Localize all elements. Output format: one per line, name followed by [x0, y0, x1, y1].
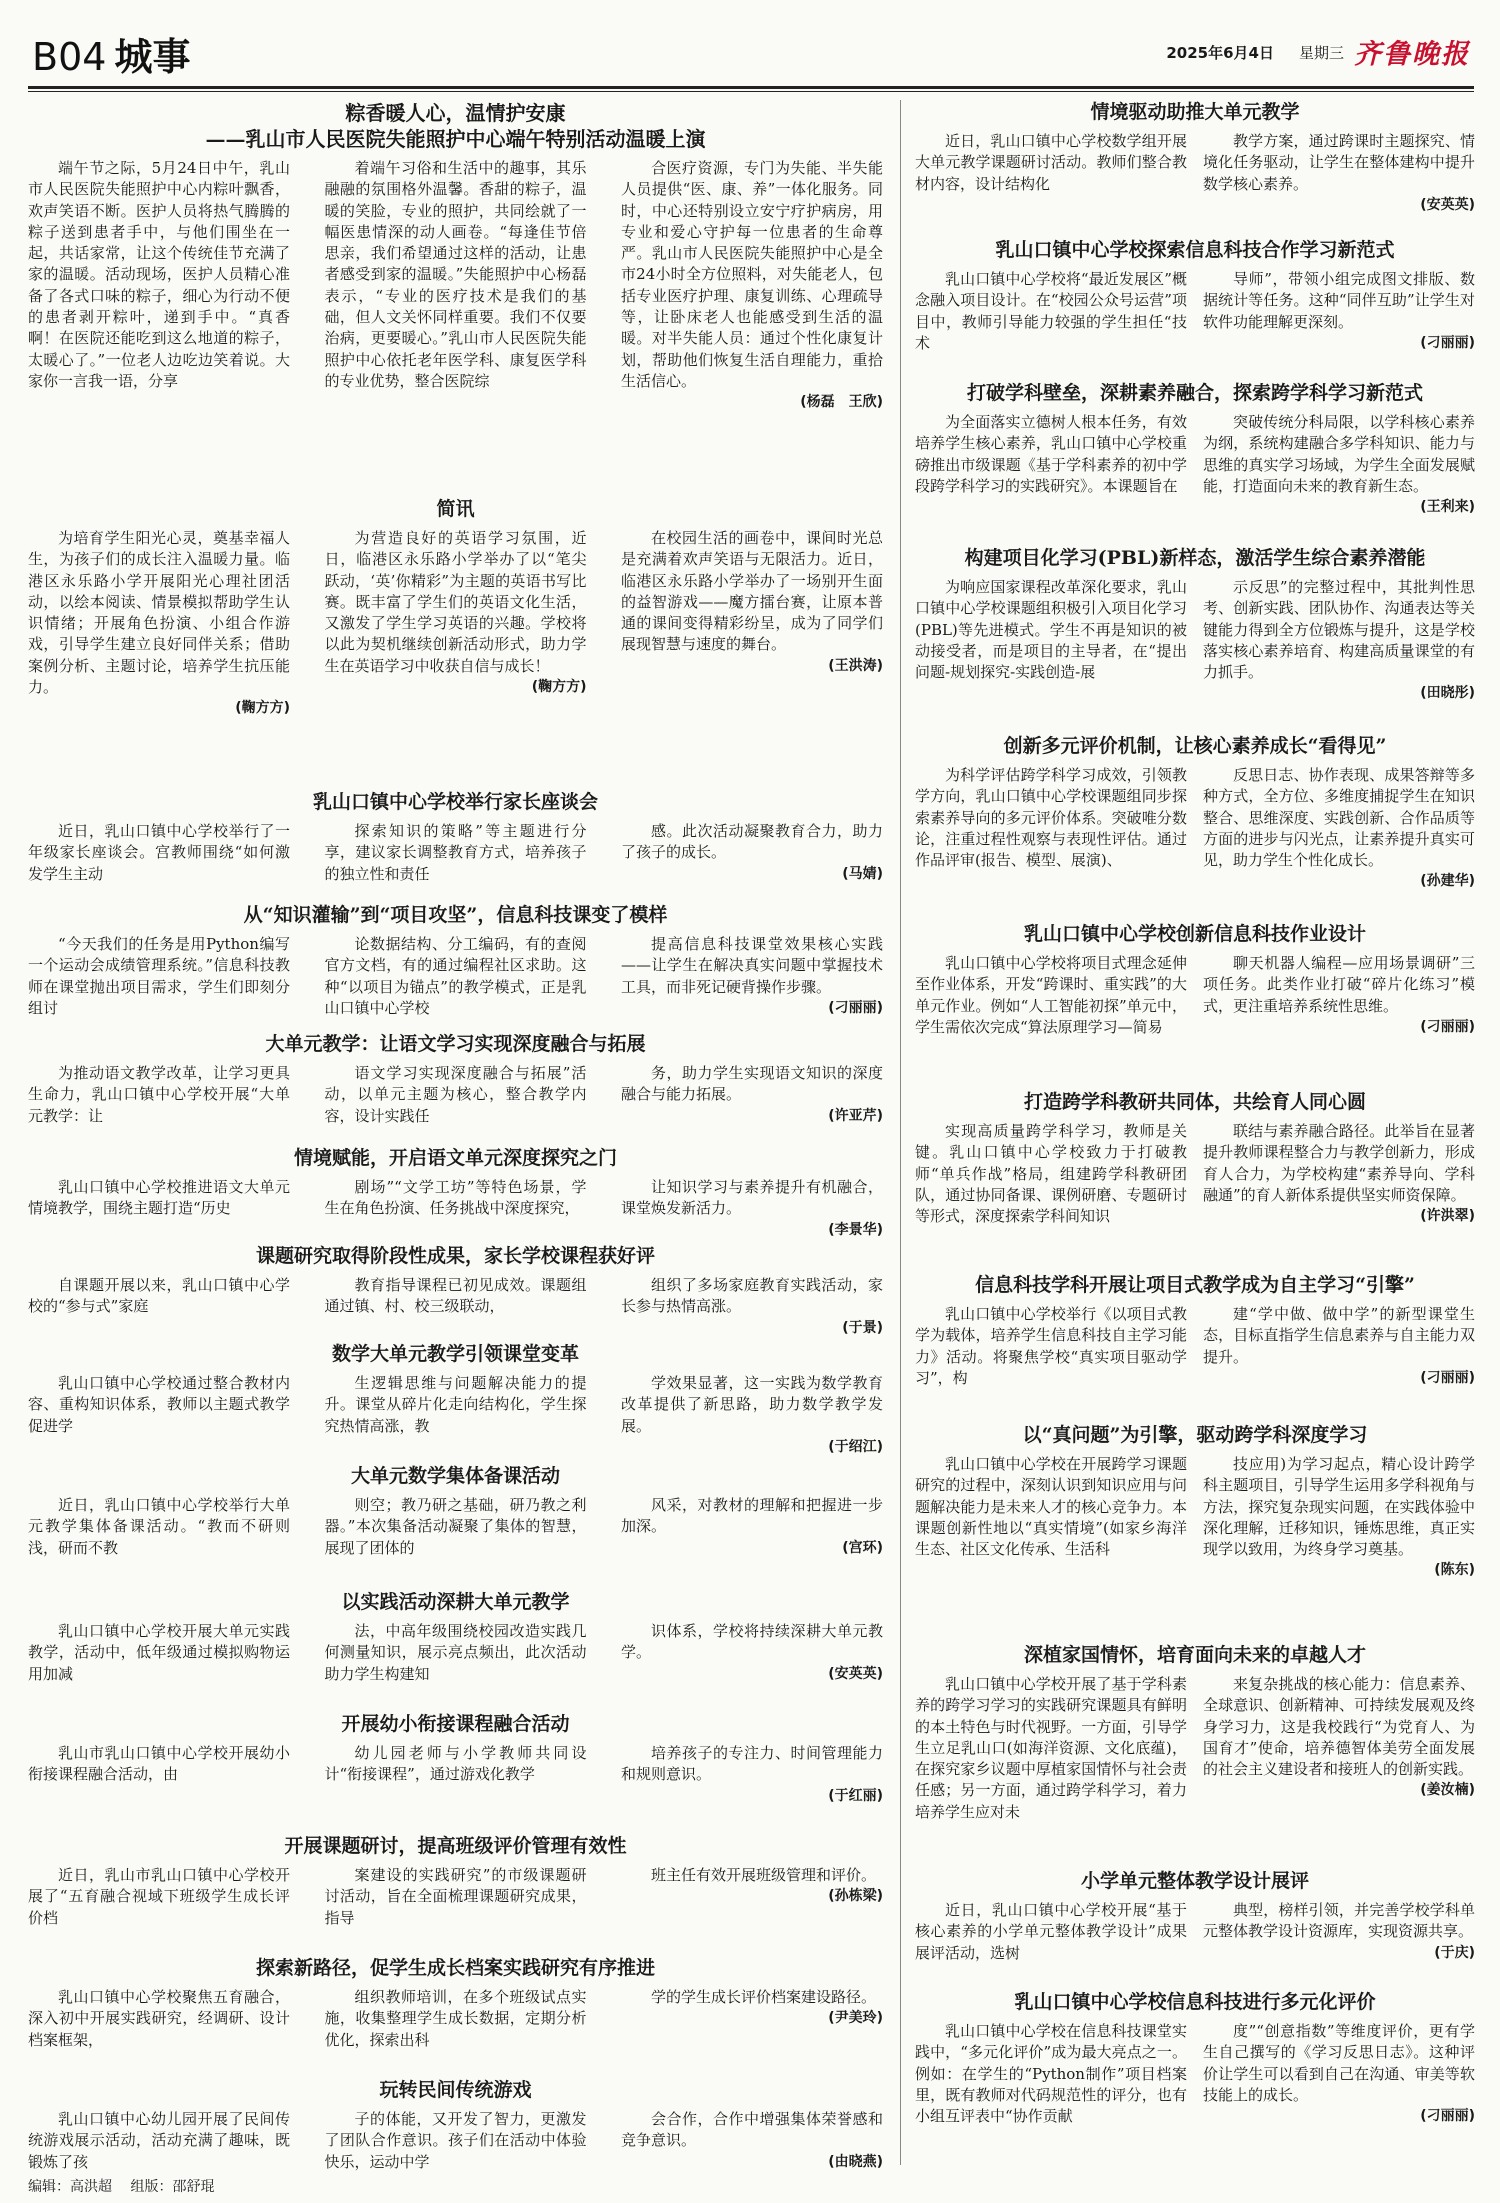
body-text: 来复杂挑战的核心能力：信息素养、全球意识、创新精神、可持续发展观及终身学习力，这是我校践行“为党育人、为国育才”使命，培养德智体美劳全面发展的社会主义建设者和接班人的创新实践。 — [1203, 1675, 1475, 1779]
article — [28, 790, 883, 900]
article — [28, 903, 883, 1030]
body-text: 建“学中做、做中学”的新型课堂生态，目标直指学生信息素养与自主能力双提升。 — [1203, 1305, 1475, 1366]
article-column — [28, 1621, 290, 1710]
article — [28, 1956, 883, 2076]
body-text: 组织教师培训，在多个班级试点实施，收集整理学生成长数据，定期分析优化，探索出科 — [324, 1988, 587, 2049]
article-title: 构建项目化学习(PBL)新样态，激活学生综合素养潜能 — [964, 547, 1426, 569]
body-text: 剧场”“文学工坊”等特色场景，学生在角色扮演、任务挑战中深度探究， — [324, 1178, 587, 1218]
body-text: 反思日志、协作表现、成果答辩等多种方式，全方位、多维度捕捉学生在知识整合、思维深度、实践创新、合作品质等方面的进步与闪光点，让素养提升真实可见，助力学生个性化成长。 — [1203, 766, 1475, 870]
article-columns — [915, 1454, 1475, 1641]
article-columns — [28, 1275, 883, 1340]
article — [915, 238, 1475, 378]
body-text: 会合作，合作中增强集体荣誉感和竞争意识。 — [621, 2110, 883, 2150]
issue-date: 2025年6月4日 — [1166, 44, 1274, 62]
body-text: 务，助力学生实现语文知识的深度融合与能力拓展。 — [621, 1064, 883, 1104]
body-text: 乳山口镇中心学校将“最近发展区”概念融入项目设计。在“校园公众号运营”项目中，教师引导能力较强的学生担任“技术 — [915, 270, 1187, 352]
article-columns — [915, 131, 1475, 235]
article-columns — [28, 1987, 883, 2076]
body-text: 在校园生活的画卷中，课间时光总是充满着欢声笑语与无限活力。近日，临港区永乐路小学举办了一场别开生面的益智游戏——魔方擂台赛，让原本普通的课间变得精彩纷呈，成为了同学们展现智慧与速度的舞台。 — [621, 529, 883, 654]
body-text: 近日，乳山口镇中心学校举行了一年级家长座谈会。宫教师围绕“如何激发学生主动 — [28, 822, 290, 883]
body-text: 突破传统分科局限，以学科核心素养为纲，系统构建融合多学科知识、能力与思维的真实学习场域，为学生全面发展赋能，打造面向未来的教育新生态。 — [1203, 413, 1475, 495]
byline: (刁丽丽) — [1420, 334, 1475, 351]
body-text: 培养孩子的专注力、时间管理能力和规则意识。 — [621, 1744, 883, 1784]
article — [28, 1146, 883, 1241]
body-text: 近日，乳山口镇中心学校开展“基于核心素养的小学单元整体教学设计”成果展评活动，选树 — [915, 1901, 1187, 1962]
article-title: 乳山口镇中心学校探索信息科技合作学习新范式 — [995, 239, 1395, 261]
article-columns — [28, 1177, 883, 1241]
article-column — [1203, 1674, 1475, 1866]
article — [28, 1834, 883, 1954]
article-columns — [28, 528, 883, 787]
body-text: 幼儿园老师与小学教师共同设计“衔接课程”，通过游戏化教学 — [324, 1744, 587, 1784]
article-columns — [28, 1621, 883, 1710]
article-column — [915, 1304, 1187, 1421]
article-column — [325, 528, 587, 787]
byline: (李景华) — [828, 1221, 883, 1238]
article-column — [915, 2021, 1187, 2165]
article-title: 大单元数学集体备课活动 — [350, 1465, 560, 1487]
byline: (安英英) — [828, 1665, 883, 1682]
body-text: 乳山口镇中心学校开展了基于学科素养的跨学习学习的实践研究课题具有鲜明的本土特色与时代视野。一方面，引导学生立足乳山口(如海洋资源、文化底蕴)，在探究家乡议题中厚植家国情怀与社会责任感；另一方面，通过跨学科学习，着力培养学生应对未 — [915, 1675, 1187, 1821]
article-columns — [915, 2021, 1475, 2165]
article — [915, 734, 1475, 919]
byline: (刁丽丽) — [828, 999, 883, 1016]
article-column — [325, 1275, 587, 1340]
byline: (宫环) — [842, 1539, 883, 1556]
header-rule-thin — [28, 91, 1474, 92]
article-columns — [28, 934, 883, 1030]
body-text: 教育指导课程已初见成效。课题组通过镇、村、校三级联动， — [324, 1276, 587, 1316]
article — [915, 1090, 1475, 1270]
body-text: 为响应国家课程改革深化要求，乳山口镇中心学校课题组积极引入项目化学习(PBL)等先进模式。学生不再是知识的被动接受者，而是项目的主导者，在“提出问题-规划探究-实践创造-展 — [915, 578, 1187, 682]
article-title: 情境驱动助推大单元教学 — [1090, 101, 1300, 123]
article-column — [621, 2109, 883, 2172]
byline: (刁丽丽) — [1420, 1369, 1475, 1386]
section-name: 城事 — [114, 35, 191, 79]
byline: (刁丽丽) — [1420, 2108, 1475, 2125]
article-column — [1203, 1121, 1475, 1270]
article-title: 乳山口镇中心学校信息科技进行多元化评价 — [1014, 1991, 1376, 2013]
article — [28, 497, 883, 787]
body-text: 组织了多场家庭教育实践活动，家长参与热情高涨。 — [621, 1276, 883, 1316]
article-title: 探索新路径，促学生成长档案实践研究有序推进 — [255, 1957, 655, 1979]
editor-credit: 编辑：高洪超 — [28, 2179, 112, 2195]
article-column — [1203, 2021, 1475, 2165]
article-column — [325, 1063, 587, 1142]
designer-credit: 组版：邵舒琨 — [130, 2179, 215, 2195]
body-text: 导师”，带领小组完成图文排版、数据统计等任务。这种“同伴互助”让学生对软件功能理解更深刻。 — [1203, 270, 1475, 331]
body-text: “今天我们的任务是用Python编写一个运动会成绩管理系统。”信息科技教师在课堂抛出项目需求，学生们即刻分组讨 — [28, 935, 290, 1017]
article-columns — [915, 1900, 1475, 1987]
article-title: 从“知识灌输”到“项目攻坚”，信息科技课变了模样 — [243, 904, 668, 926]
article-column — [1203, 1900, 1475, 1987]
article-title: 创新多元评价机制，让核心素养成长“看得见” — [1003, 735, 1387, 757]
byline: (许洪翠) — [1420, 1208, 1475, 1225]
article-column — [621, 1373, 883, 1462]
article-title: 简讯 — [436, 498, 475, 520]
body-text: 为科学评估跨学科学习成效，引领教学方向，乳山口镇中心学校课题组同步探索素养导向的多元评价体系。突破唯分数论，注重过程性观察与表现性评估。通过作品评审(报告、模型、展演)、 — [915, 766, 1187, 870]
page-footer — [28, 2176, 228, 2196]
article-column — [1203, 269, 1475, 378]
article — [28, 1342, 883, 1462]
article-columns — [915, 1674, 1475, 1866]
body-text: 乳山口镇中心学校推进语文大单元情境教学，围绕主题打造“历史 — [28, 1178, 290, 1218]
article-column — [915, 1900, 1187, 1987]
article-column — [915, 1674, 1187, 1866]
article-column — [28, 2109, 290, 2172]
article-columns — [28, 2109, 883, 2172]
article-column — [621, 1275, 883, 1340]
article-title: 开展幼小衔接课程融合活动 — [341, 1713, 570, 1735]
article-columns — [915, 953, 1475, 1087]
article-column — [325, 1743, 587, 1832]
article — [915, 1990, 1475, 2165]
article — [915, 381, 1475, 543]
article-column — [621, 1063, 883, 1142]
body-text: 乳山口镇中心学校在开展跨学习课题研究的过程中，深刻认识到知识应用与问题解决能力是未来人才的核心竞争力。本课题创新性地以“真实情境”(如家乡海洋生态、社区文化传承、生活科 — [915, 1455, 1187, 1559]
body-text: 乳山市乳山口镇中心学校开展幼小衔接课程融合活动，由 — [28, 1744, 290, 1784]
issue-weekday: 星期三 — [1298, 44, 1344, 62]
article-column — [28, 1987, 290, 2076]
byline: (田晓彤) — [1420, 685, 1475, 702]
section-code: B04 — [32, 35, 107, 79]
article-title: 深植家国情怀，培育面向未来的卓越人才 — [1023, 1644, 1366, 1666]
article-column — [1203, 131, 1475, 235]
byline: (王洪涛) — [828, 657, 883, 674]
body-text: 着端午习俗和生活中的趣事，其乐融融的氛围格外温馨。香甜的粽子，温暖的笑脸，专业的照护，共同绘就了一幅医患情深的动人画卷。“每逢佳节倍思亲，我们希望通过这样的活动，让患者感受到家的温暖。”失能照护中心杨磊表示，“专业的医疗技术是我们的基础，但人文关怀同样重要。我们不仅要治病，更要暖心。”乳山市人民医院失能照护中心依托老年医学科、康复医学科的专业优势，整合医院综 — [324, 159, 587, 390]
article-column — [1203, 953, 1475, 1087]
article — [28, 1712, 883, 1832]
article-column — [621, 1865, 883, 1954]
article-column — [28, 1373, 290, 1462]
byline: (于景) — [842, 1319, 883, 1336]
article-column — [28, 1275, 290, 1340]
article-column — [28, 528, 290, 787]
body-text: 让知识学习与素养提升有机融合，课堂焕发新活力。 — [621, 1178, 883, 1218]
byline: (于红丽) — [828, 1787, 883, 1804]
body-text: 自课题开展以来，乳山口镇中心学校的“参与式”家庭 — [28, 1276, 290, 1316]
article-column — [28, 821, 290, 900]
article-columns — [28, 158, 883, 492]
article-title: 粽香暖人心，温情护安康 — [345, 101, 566, 125]
article-column — [325, 1621, 587, 1710]
article-columns — [28, 1373, 883, 1462]
body-text: 论数据结构、分工编码，有的查阅官方文档，有的通过编程社区求助。这种“以项目为锚点”的教学模式，正是乳山口镇中心学校 — [324, 935, 587, 1017]
page-header — [28, 22, 1474, 78]
article-column — [621, 934, 883, 1030]
article-columns — [28, 1743, 883, 1832]
byline: (许亚芹) — [828, 1107, 883, 1124]
article — [915, 1643, 1475, 1866]
article-title: 乳山口镇中心学校举行家长座谈会 — [312, 791, 598, 813]
article-columns — [915, 577, 1475, 731]
article-column — [621, 1743, 883, 1832]
byline: (由晓燕) — [828, 2153, 883, 2170]
article-title: 大单元教学：让语文学习实现深度融合与拓展 — [265, 1033, 646, 1055]
body-text: 语文学习实现深度融合与拓展”活动，以单元主题为核心，整合教学内容，设计实践任 — [324, 1064, 587, 1125]
body-text: 近日，乳山市乳山口镇中心学校开展了“五育融合视域下班级学生成长评价档 — [28, 1866, 290, 1927]
body-text: 学效果显著，这一实践为数学教育改革提供了新思路，助力数学教学发展。 — [621, 1374, 883, 1435]
article-column — [1203, 1304, 1475, 1421]
body-text: 感。此次活动凝聚教育合力，助力了孩子的成长。 — [621, 822, 883, 862]
article-column — [325, 158, 587, 492]
section-label — [32, 26, 190, 81]
article-columns — [915, 765, 1475, 919]
byline: (马婧) — [842, 865, 883, 882]
article-column — [325, 821, 587, 900]
article — [915, 1273, 1475, 1421]
article-column — [915, 1454, 1187, 1641]
article — [915, 1423, 1475, 1641]
body-text: 近日，乳山口镇中心学校数学组开展大单元教学课题研讨活动。教师们整合教材内容，设计结构化 — [915, 132, 1187, 193]
body-text: 为营造良好的英语学习氛围，近日，临港区永乐路小学举办了以“笔尖跃动，‘英’你精彩”为主题的英语书写比赛。既丰富了学生们的英语文化生活，又激发了学生学习英语的兴趣。学校将以此为契机继续创新活动形式，助力学生在英语学习中收获自信与成长！ — [324, 529, 587, 675]
article-subtitle: ——乳山市人民医院失能照护中心端午特别活动温暖上演 — [205, 127, 706, 151]
body-text: 近日，乳山口镇中心学校举行大单元教学集体备课活动。“教而不研则浅，研而不教 — [28, 1496, 290, 1557]
article — [915, 100, 1475, 235]
article-columns — [28, 1495, 883, 1588]
article-title: 情境赋能，开启语文单元深度探究之门 — [293, 1147, 617, 1169]
article — [915, 546, 1475, 731]
article-title: 以“真问题”为引擎，驱动跨学科深度学习 — [1022, 1424, 1368, 1446]
article — [28, 1032, 883, 1142]
article-column — [28, 158, 290, 492]
article-column — [621, 821, 883, 900]
byline: (鞠方方) — [531, 679, 587, 696]
body-text: 实现高质量跨学科学习，教师是关键。乳山口镇中心学校致力于打破教师“单兵作战”格局，组建跨学科教研团队，通过协同备课、课例研磨、专题研讨等形式，深度探索学科间知识 — [915, 1122, 1187, 1226]
article-title: 小学单元整体教学设计展评 — [1080, 1870, 1309, 1892]
byline: (姜汝楠) — [1420, 1782, 1475, 1799]
article-column — [1203, 1454, 1475, 1641]
byline: (刁丽丽) — [1420, 1018, 1475, 1035]
body-text: 乳山口镇中心学校通过整合教材内容、重构知识体系，教师以主题式教学促进学 — [28, 1374, 290, 1435]
article-title: 以实践活动深耕大单元教学 — [341, 1591, 570, 1613]
column-divider — [900, 100, 901, 2165]
body-text: 生逻辑思维与问题解决能力的提升。课堂从碎片化走向结构化，学生探究热情高涨，教 — [324, 1374, 587, 1435]
byline: (孙栋梁) — [828, 1888, 883, 1905]
article-column — [28, 1177, 290, 1241]
byline: (王利来) — [1420, 499, 1475, 516]
article-column — [621, 528, 883, 787]
article-columns — [28, 821, 883, 900]
body-text: 技应用)为学习起点，精心设计跨学科主题项目，引导学生运用多学科视角与方法，探究复杂现实问题，在实践体验中深化理解，迁移知识，锤炼思维，真正实现学以致用，为终身学习奠基。 — [1203, 1455, 1475, 1559]
article-column — [621, 158, 883, 492]
body-text: 乳山口镇中心学校将项目式理念延伸至作业体系，开发“跨课时、重实践”的大单元作业。例如“人工智能初探”单元中，学生需依次完成“算法原理学习—简易 — [915, 954, 1187, 1036]
body-text: 乳山口镇中心幼儿园开展了民间传统游戏展示活动，活动充满了趣味，既锻炼了孩 — [28, 2110, 290, 2171]
body-text: 子的体能，又开发了智力，更激发了团队合作意识。孩子们在活动中体验快乐，运动中学 — [324, 2110, 587, 2171]
article-column — [915, 953, 1187, 1087]
article-columns — [915, 1121, 1475, 1270]
newspaper-logo: 齐鲁晚报 — [1354, 39, 1470, 70]
article-column — [1203, 412, 1475, 543]
body-text: 探索知识的策略”等主题进行分享，建议家长调整教育方式，培养孩子的独立性和责任 — [324, 822, 587, 883]
body-text: 案建设的实践研究”的市级课题研讨活动，旨在全面梳理课题研究成果，指导 — [324, 1866, 587, 1927]
article-column — [915, 269, 1187, 378]
article-title: 打造跨学科教研共同体，共绘育人同心圆 — [1023, 1091, 1366, 1113]
body-text: 乳山口镇中心学校开展大单元实践教学，活动中，低年级通过模拟购物运用加减 — [28, 1622, 290, 1683]
article-title: 玩转民间传统游戏 — [379, 2079, 532, 2101]
byline: (孙建华) — [1420, 873, 1475, 890]
article-title: 开展课题研讨，提高班级评价管理有效性 — [284, 1835, 627, 1857]
body-text: 为推动语文教学改革，让学习更具生命力，乳山口镇中心学校开展“大单元教学：让 — [28, 1064, 290, 1125]
article-column — [325, 1987, 587, 2076]
article-column — [28, 1063, 290, 1142]
body-text: 班主任有效开展班级管理和评价。 — [651, 1866, 877, 1884]
header-rule — [28, 86, 1474, 89]
body-text: 端午节之际，5月24日中午，乳山市人民医院失能照护中心内粽叶飘香，欢声笑语不断。医护人员将热气腾腾的粽子送到患者手中，与他们围坐在一起，共话家常，让这个传统佳节充满了家的温暖。活动现场，医护人员精心准备了各式口味的粽子，细心为行动不便的患者剥开粽叶，递到手中。“真香啊！在医院还能吃到这么地道的粽子，太暖心了。”一位老人边吃边笑着说。大家你一言我一语，分享 — [28, 159, 290, 390]
article-column — [325, 1865, 587, 1954]
article-column — [325, 1495, 587, 1588]
byline: (安英英) — [1420, 196, 1475, 213]
body-text: 典型，榜样引领，并完善学校学科单元整体教学设计资源库，实现资源共享。 — [1203, 1901, 1475, 1941]
article-column — [915, 577, 1187, 731]
article-columns — [915, 1304, 1475, 1421]
article-column — [325, 934, 587, 1030]
body-text: 联结与素养融合路径。此举旨在显著提升教师课程整合力与教学创新力，形成育人合力，为学校构建“素养导向、学科融通”的育人新体系提供坚实师资保障。 — [1203, 1122, 1475, 1204]
article-column — [325, 2109, 587, 2172]
article — [28, 1464, 883, 1588]
article-title: 数学大单元教学引领课堂变革 — [331, 1343, 579, 1365]
article-column — [621, 1177, 883, 1241]
article-column — [621, 1621, 883, 1710]
body-text: 示反思”的完整过程中，其批判性思考、创新实践、团队协作、沟通表达等关键能力得到全方位锻炼与提升，这是学校落实核心素养培育、构建高质量课堂的有力抓手。 — [1203, 578, 1475, 682]
body-text: 教学方案，通过跨课时主题探究、情境化任务驱动，让学生在整体建构中提升数学核心素养。 — [1203, 132, 1475, 193]
article-columns — [28, 1063, 883, 1142]
body-text: 识体系，学校将持续深耕大单元教学。 — [621, 1622, 883, 1662]
byline: (尹美玲) — [828, 2010, 883, 2027]
article-column — [1203, 765, 1475, 919]
article-columns — [28, 1865, 883, 1954]
article-column — [915, 765, 1187, 919]
article — [28, 1244, 883, 1340]
article-column — [28, 934, 290, 1030]
article-title: 课题研究取得阶段性成果，家长学校课程获好评 — [255, 1245, 655, 1267]
article-column — [28, 1495, 290, 1588]
article-column — [621, 1495, 883, 1588]
body-text: 乳山口镇中心学校在信息科技课堂实践中，“多元化评价”成为最大亮点之一。例如：在学生的“Python制作”项目档案里，既有教师对代码规范性的评分，也有小组互评表中“协作贡献 — [915, 2022, 1187, 2126]
article — [915, 922, 1475, 1087]
article-column — [915, 412, 1187, 543]
article — [915, 1869, 1475, 1987]
article-title: 打破学科壁垒，深耕素养融合，探索跨学科学习新范式 — [966, 382, 1423, 404]
article-column — [1203, 577, 1475, 731]
body-text: 学的学生成长评价档案建设路径。 — [651, 1988, 877, 2006]
body-text: 乳山口镇中心学校聚焦五育融合，深入初中开展实践研究，经调研、设计档案框架， — [28, 1988, 290, 2049]
byline: (杨磊 王欣) — [800, 394, 883, 411]
article-column — [621, 1987, 883, 2076]
article-column — [28, 1865, 290, 1954]
article — [28, 100, 883, 492]
body-text: 聊天机器人编程—应用场景调研”三项任务。此类作业打破“碎片化练习”模式，更注重培养系统性思维。 — [1203, 954, 1475, 1015]
body-text: 为培育学生阳光心灵，奠基幸福人生，为孩子们的成长注入温暖力量。临港区永乐路小学开展阳光心理社团活动，以绘本阅读、情景模拟帮助学生认识情绪；开展角色扮演、小组合作游戏，引导学生建立良好同伴关系；借助案例分析、主题讨论，培养学生抗压能力。 — [28, 529, 290, 697]
byline: (鞠方方) — [235, 700, 290, 717]
body-text: 法，中高年级围绕校园改造实践几何测量知识，展示亮点频出，此次活动助力学生构建知 — [324, 1622, 587, 1683]
article — [28, 2078, 883, 2172]
article-column — [28, 1743, 290, 1832]
body-text: 则空；教乃研之基础，研乃教之利器。”本次集备活动凝聚了集体的智慧，展现了团体的 — [324, 1496, 587, 1557]
article — [28, 1590, 883, 1710]
body-text: 为全面落实立德树人根本任务，有效培养学生核心素养，乳山口镇中心学校重磅推出市级课题《基于学科素养的初中学段跨学科学习的实践研究》。本课题旨在 — [915, 413, 1187, 495]
article-columns — [915, 412, 1475, 543]
article-title: 乳山口镇中心学校创新信息科技作业设计 — [1023, 923, 1366, 945]
byline: (于庆) — [1434, 1944, 1475, 1961]
article-column — [915, 1121, 1187, 1270]
article-column — [325, 1177, 587, 1241]
body-text: 乳山口镇中心学校举行《以项目式教学为载体，培养学生信息科技自主学习能力》活动。将聚焦学校“真实项目驱动学习”，构 — [915, 1305, 1187, 1387]
article-column — [915, 131, 1187, 235]
byline: (陈东) — [1434, 1562, 1475, 1579]
byline: (于绍江) — [828, 1438, 883, 1455]
body-text: 风采，对教材的理解和把握进一步加深。 — [621, 1496, 883, 1536]
body-text: 合医疗资源，专门为失能、半失能人员提供“医、康、养”一体化服务。同时，中心还特别设立安宁疗护病房，用专业和爱心守护每一位患者的生命尊严。乳山市人民医院失能照护中心是全市24小时全方位照料，对失能老人，包括专业医疗护理、康复训练、心理疏导等，让卧床老人也能感受到生活的温暖。对半失能人员：通过个性化康复计划，帮助他们恢复生活自理能力，重拾生活信心。 — [621, 159, 883, 390]
body-text: 提高信息科技课堂效果核心实践——让学生在解决真实问题中掌握技术工具，而非死记硬背操作步骤。 — [621, 935, 883, 996]
article-title: 信息科技学科开展让项目式教学成为自主学习“引擎” — [975, 1274, 1415, 1296]
body-text: 度”“创意指数”等维度评价，更有学生自己撰写的《学习反思日志》。这种评价让学生可以看到自己在沟通、审美等软技能上的成长。 — [1203, 2022, 1475, 2104]
article-columns — [915, 269, 1475, 378]
article-column — [325, 1373, 587, 1462]
